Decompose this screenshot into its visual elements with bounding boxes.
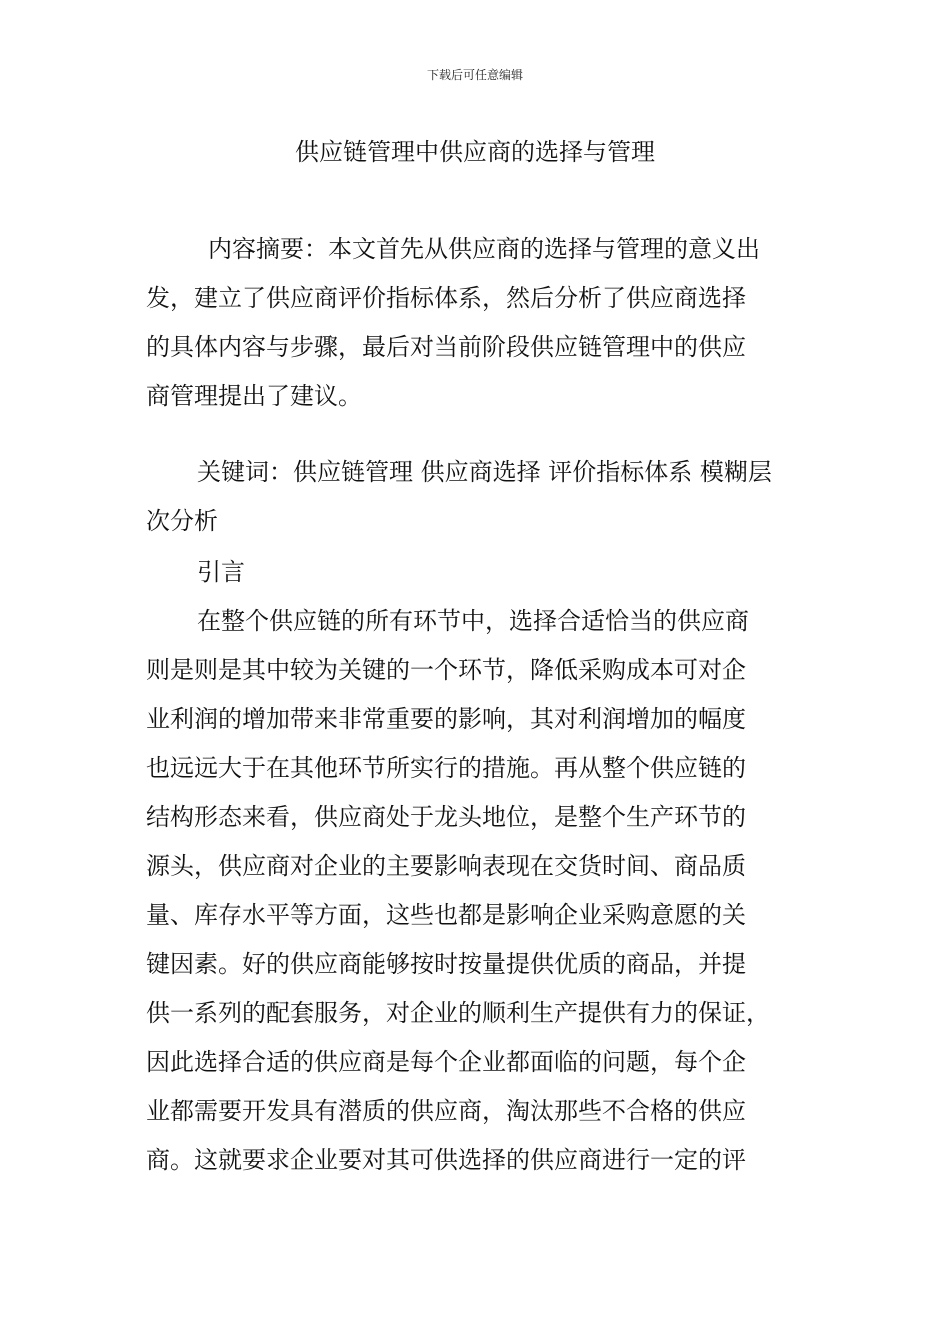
body-line: 量、库存水平等方面，这些也都是影响企业采购意愿的关 [146, 901, 746, 929]
abstract-line: 内容摘要：本文首先从供应商的选择与管理的意义出 [208, 235, 760, 263]
body-line: 商。这就要求企业要对其可供选择的供应商进行一定的评 [146, 1146, 746, 1174]
body-line: 业都需要开发具有潜质的供应商，淘汰那些不合格的供应 [146, 1097, 746, 1125]
header-note: 下载后可任意编辑 [426, 68, 523, 82]
intro-heading: 引言 [197, 558, 245, 586]
body-line: 业利润的增加带来非常重要的影响，其对利润增加的幅度 [146, 705, 746, 733]
body-line: 键因素。好的供应商能够按时按量提供优质的商品，并提 [146, 950, 746, 978]
abstract-line: 商管理提出了建议。 [146, 382, 362, 410]
keywords-line: 关键词：供应链管理 供应商选择 评价指标体系 模糊层 [197, 458, 772, 486]
keywords-line: 次分析 [146, 507, 218, 535]
keywords-paragraph [146, 448, 811, 546]
document-title: 供应链管理中供应商的选择与管理 [295, 138, 655, 166]
body-line: 在整个供应链的所有环节中，选择合适恰当的供应商 [197, 607, 749, 635]
body-line: 则是则是其中较为关键的一个环节，降低采购成本可对企 [146, 656, 746, 684]
abstract-line: 的具体内容与步骤，最后对当前阶段供应链管理中的供应 [146, 333, 746, 361]
abstract-line: 发，建立了供应商评价指标体系，然后分析了供应商选择 [146, 284, 746, 312]
main-body [146, 548, 811, 1185]
body-line: 供一系列的配套服务，对企业的顺利生产提供有力的保证， [146, 999, 770, 1027]
body-line: 源头，供应商对企业的主要影响表现在交货时间、商品质 [146, 852, 746, 880]
body-line: 也远远大于在其他环节所实行的措施。再从整个供应链的 [146, 754, 746, 782]
body-line: 因此选择合适的供应商是每个企业都面临的问题，每个企 [146, 1048, 746, 1076]
body-line: 结构形态来看，供应商处于龙头地位，是整个生产环节的 [146, 803, 746, 831]
abstract-paragraph [146, 225, 811, 421]
